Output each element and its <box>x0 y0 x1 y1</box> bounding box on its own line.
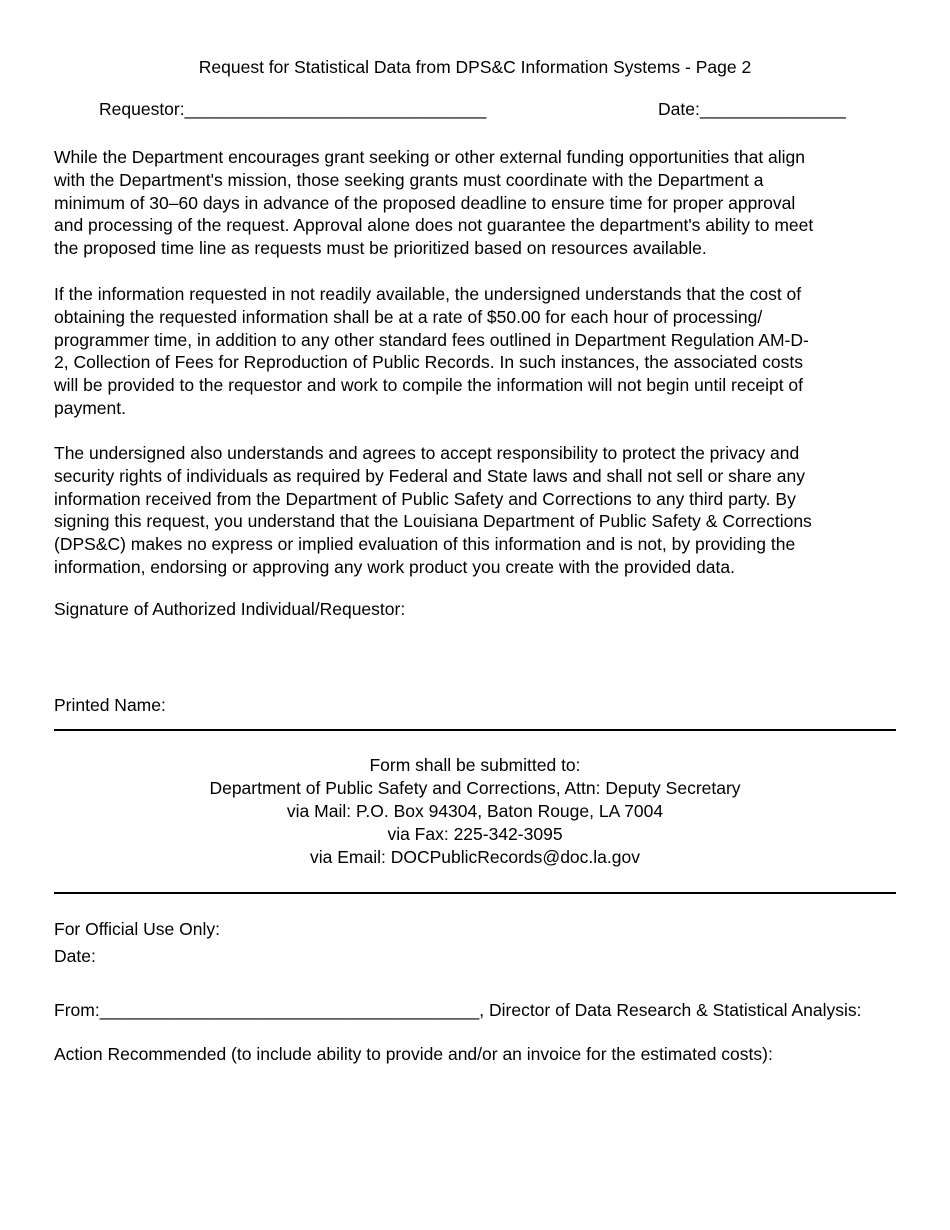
paragraph-line: (DPS&C) makes no express or implied evaluation of this information and is not, by providing the <box>54 534 796 555</box>
cost-paragraph <box>54 283 896 420</box>
official-date-label: Date: <box>54 946 96 966</box>
paragraph-line: If the information requested in not readily available, the undersigned understands that the cost of <box>54 284 802 304</box>
page-title: Request for Statistical Data from DPS&C Information Systems - Page 2 <box>198 57 752 77</box>
submission-info <box>0 754 950 869</box>
paragraph-line: and processing of the request. Approval alone does not guarantee the department's ability to meet <box>54 215 814 236</box>
signature-label: Signature of Authorized Individual/Requestor: <box>54 599 406 619</box>
submission-fax: via Fax: 225-342-3095 <box>387 824 563 844</box>
from-field[interactable]: From:_______________________________________, Director of Data Research & Statistical Analysis: <box>54 1000 862 1020</box>
paragraph-line: payment. <box>54 397 126 418</box>
paragraph-line: information, endorsing or approving any work product you create with the provided data. <box>54 556 735 577</box>
paragraph-line: The undersigned also understands and agrees to accept responsibility to protect the privacy and <box>54 443 800 463</box>
paragraph-line: will be provided to the requestor and work to compile the information will not begin until receipt of <box>54 375 804 396</box>
printed-name-label: Printed Name: <box>54 695 166 715</box>
paragraph-line: minimum of 30–60 days in advance of the proposed deadline to ensure time for proper approval <box>54 192 796 213</box>
divider-top <box>54 729 896 731</box>
date-field[interactable]: Date:_______________ <box>658 99 846 119</box>
paragraph-line: programmer time, in addition to any other standard fees outlined in Department Regulation AM-D- <box>54 329 809 350</box>
submission-heading: Form shall be submitted to: <box>369 755 581 775</box>
paragraph-line: security rights of individuals as required by Federal and State laws and shall not sell or share any <box>54 465 805 486</box>
submission-email: via Email: DOCPublicRecords@doc.la.gov <box>310 847 640 867</box>
paragraph-line: the proposed time line as requests must be prioritized based on resources available. <box>54 238 707 259</box>
divider-bottom <box>54 892 896 894</box>
submission-mail: via Mail: P.O. Box 94304, Baton Rouge, LA 7004 <box>286 801 664 821</box>
grant-paragraph <box>54 146 896 260</box>
paragraph-line: signing this request, you understand that the Louisiana Department of Public Safety & Corrections <box>54 511 812 532</box>
paragraph-line: 2, Collection of Fees for Reproduction of Public Records. In such instances, the associated costs <box>54 352 803 373</box>
official-use-heading: For Official Use Only: <box>54 919 220 939</box>
privacy-paragraph <box>54 442 896 579</box>
paragraph-line: information received from the Department of Public Safety and Corrections to any third party. By <box>54 488 796 509</box>
requestor-field[interactable]: Requestor:_______________________________ <box>99 99 487 119</box>
paragraph-line: While the Department encourages grant seeking or other external funding opportunities that align <box>54 147 806 167</box>
paragraph-line: obtaining the requested information shall be at a rate of $50.00 for each hour of processing/ <box>54 306 763 327</box>
submission-department: Department of Public Safety and Corrections, Attn: Deputy Secretary <box>209 778 741 798</box>
paragraph-line: with the Department's mission, those seeking grants must coordinate with the Department a <box>54 169 764 190</box>
action-recommended-label: Action Recommended (to include ability to provide and/or an invoice for the estimated costs): <box>54 1044 773 1064</box>
